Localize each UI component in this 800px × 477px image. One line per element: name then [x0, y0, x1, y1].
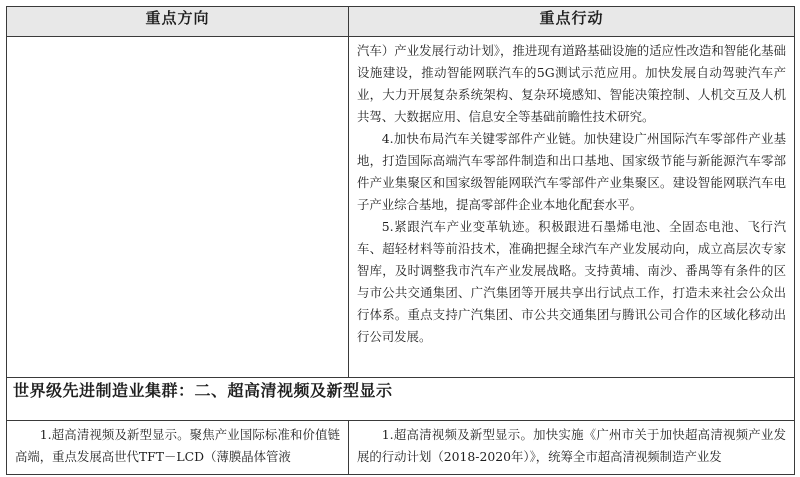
action-paragraph-4: 4.加快布局汽车关键零部件产业链。加快建设广州国际汽车零部件产业基地，打造国际高端汽车零部件制造和出口基地、国家级节能与新能源汽车零部件产业集聚区和国家级智能网联汽车零部件产业集聚区。建设智能网联汽车电子产业综合基地，提高零部件企业本地化配套水平。 [357, 131, 786, 212]
policy-table [6, 6, 795, 475]
table-header-row [7, 7, 795, 37]
section-title: 世界级先进制造业集群：二、超高清视频及新型显示 [7, 378, 795, 421]
direction-cell-empty [7, 37, 349, 378]
section-title-row [7, 378, 795, 421]
actions-cell [349, 421, 795, 475]
direction-paragraph-1: 1.超高清视频及新型显示。聚焦产业国际标准和价值链高端，重点发展高世代TFT－LCD（薄膜晶体管液 [15, 427, 340, 464]
table-row [7, 421, 795, 475]
action-paragraph-1: 1.超高清视频及新型显示。加快实施《广州市关于加快超高清视频产业发展的行动计划（2018-2020年）》，统筹全市超高清视频制造产业发 [357, 427, 786, 464]
table-row [7, 37, 795, 378]
header-direction: 重点方向 [7, 7, 349, 37]
action-paragraph-continued: 汽车）产业发展行动计划》，推进现有道路基础设施的适应性改造和智能化基础设施建设，推动智能网联汽车的5G测试示范应用。加快发展自动驾驶汽车产业，大力开展复杂系统架构、复杂环境感知、智能决策控制、人机交互及人机共驾、大数据应用、信息安全等基础前瞻性技术研究。 [357, 43, 786, 124]
direction-cell [7, 421, 349, 475]
action-paragraph-5: 5.紧跟汽车产业变革轨迹。积极跟进石墨烯电池、全固态电池、飞行汽车、超轻材料等前沿技术，准确把握全球汽车产业发展动向，成立高层次专家智库，及时调整我市汽车产业发展战略。支持黄埔、南沙、番禺等有条件的区与市公共交通集团、广汽集团等开展共享出行试点工作，打造未来社会公众出行体系。重点支持广汽集团、市公共交通集团与腾讯公司合作的区域化移动出行公司发展。 [357, 219, 786, 344]
header-actions: 重点行动 [349, 7, 795, 37]
actions-cell [349, 37, 795, 378]
